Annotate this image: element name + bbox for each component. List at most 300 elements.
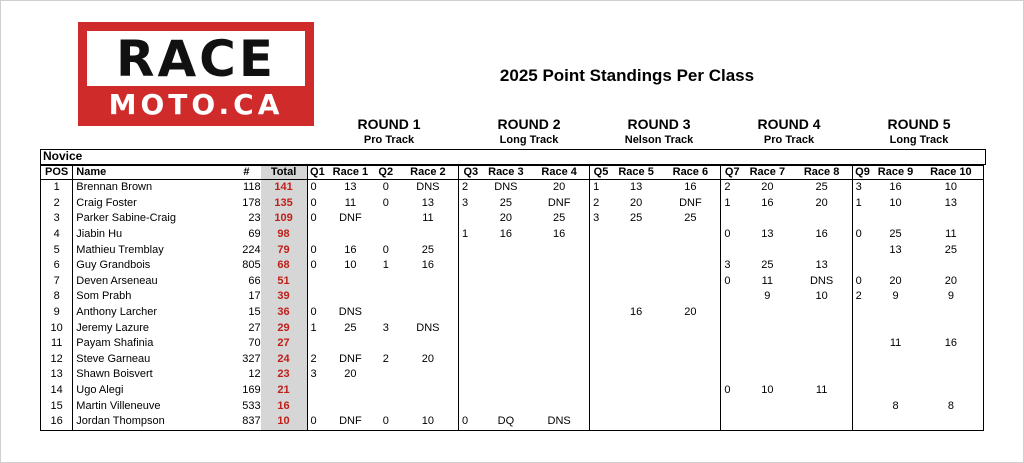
- table-cell: [919, 352, 984, 368]
- table-cell: [721, 289, 743, 305]
- table-cell: 11: [41, 336, 73, 352]
- table-cell: [721, 320, 743, 336]
- table-cell: 0: [382, 196, 389, 209]
- round-name: ROUND 2: [497, 116, 561, 132]
- table-cell: [612, 242, 660, 258]
- table-cell: DNF: [679, 196, 702, 209]
- table-cell: Som Prabh: [73, 289, 233, 305]
- table-cell: 10: [41, 320, 73, 336]
- table-cell: 70: [248, 337, 261, 350]
- table-cell: 11: [761, 274, 774, 287]
- table-cell: [660, 242, 721, 258]
- table-cell: [792, 398, 853, 414]
- table-cell: [660, 367, 721, 383]
- table-cell: 6: [41, 258, 73, 274]
- table-cell: 20: [344, 368, 357, 381]
- round-2-header: [464, 116, 594, 146]
- table-cell: 10: [815, 290, 828, 303]
- table-cell: 16: [344, 243, 357, 256]
- table-cell: [374, 289, 398, 305]
- table-cell: 21: [261, 383, 307, 399]
- round-name: ROUND 1: [357, 116, 421, 132]
- table-cell: 2: [590, 196, 612, 212]
- table-cell: 3: [41, 211, 73, 227]
- table-cell: 9: [764, 290, 771, 303]
- header-cell: Q1: [307, 166, 327, 180]
- table-cell: [792, 211, 853, 227]
- table-cell: [307, 336, 327, 352]
- table-cell: 66: [248, 274, 261, 287]
- table-cell: [612, 289, 660, 305]
- table-cell: [721, 352, 743, 368]
- table-cell: 13: [41, 367, 73, 383]
- table-cell: 118: [243, 181, 261, 194]
- header-cell: Race 2: [398, 166, 459, 180]
- table-cell: [529, 258, 590, 274]
- table-cell: DNF: [339, 212, 362, 225]
- table-cell: 15: [41, 398, 73, 414]
- table-row: [41, 258, 984, 274]
- table-cell: 20: [421, 352, 435, 365]
- table-cell: Steve Garneau: [73, 352, 233, 368]
- table-cell: [743, 336, 791, 352]
- table-cell: 1: [852, 196, 872, 212]
- table-cell: 13: [421, 196, 435, 209]
- table-cell: 9: [892, 290, 899, 303]
- header-cell: Q9: [852, 166, 872, 180]
- table-cell: Craig Foster: [73, 196, 233, 212]
- table-cell: [660, 414, 721, 430]
- table-cell: Deven Arseneau: [73, 274, 233, 290]
- table-cell: 0: [721, 274, 743, 290]
- table-row: [41, 274, 984, 290]
- table-cell: [660, 398, 721, 414]
- table-cell: 9: [919, 289, 984, 305]
- round-name: ROUND 4: [757, 116, 821, 132]
- table-cell: 29: [261, 320, 307, 336]
- table-cell: [327, 398, 373, 414]
- table-cell: [612, 274, 660, 290]
- table-cell: Mathieu Tremblay: [73, 242, 233, 258]
- table-cell: [529, 242, 590, 258]
- table-cell: 0: [458, 414, 482, 430]
- table-cell: DNF: [327, 414, 373, 430]
- table-cell: [852, 258, 872, 274]
- table-cell: [872, 352, 918, 368]
- header-row: [41, 166, 984, 180]
- table-cell: [852, 352, 872, 368]
- table-cell: [660, 227, 721, 243]
- table-cell: 16: [761, 196, 774, 209]
- table-cell: 141: [261, 180, 307, 196]
- header-cell: Race 6: [660, 166, 721, 180]
- table-cell: [852, 305, 872, 321]
- table-cell: 1: [721, 196, 743, 212]
- table-cell: 0: [307, 414, 327, 430]
- table-cell: [919, 414, 984, 430]
- table-cell: [458, 352, 482, 368]
- table-cell: 16: [629, 306, 643, 319]
- table-cell: 11: [422, 212, 434, 225]
- table-cell: [327, 336, 373, 352]
- table-cell: 25: [919, 242, 984, 258]
- table-cell: 2: [852, 289, 872, 305]
- table-cell: [483, 258, 529, 274]
- table-cell: [872, 414, 918, 430]
- table-row: [41, 242, 984, 258]
- table-cell: 0: [721, 383, 743, 399]
- table-cell: [743, 367, 791, 383]
- table-row: [41, 211, 984, 227]
- table-cell: DNS: [494, 181, 518, 194]
- table-cell: [483, 242, 529, 258]
- table-cell: 20: [684, 306, 697, 319]
- table-cell: 12: [248, 368, 261, 381]
- table-cell: [483, 336, 529, 352]
- table-cell: 20: [889, 274, 902, 287]
- table-cell: [307, 289, 327, 305]
- table-cell: [590, 258, 612, 274]
- standings-table: [40, 165, 984, 431]
- table-cell: 0: [307, 211, 327, 227]
- table-cell: [590, 367, 612, 383]
- table-cell: [483, 352, 529, 368]
- table-cell: 15: [248, 306, 261, 319]
- round-5-header: [854, 116, 984, 146]
- table-cell: 11: [344, 196, 357, 209]
- table-cell: [872, 211, 918, 227]
- table-cell: [398, 367, 459, 383]
- table-cell: 13: [889, 243, 902, 256]
- table-cell: 20: [919, 274, 984, 290]
- round-3-header: [594, 116, 724, 146]
- table-cell: 3: [307, 367, 327, 383]
- table-cell: 0: [852, 274, 872, 290]
- table-row: [41, 289, 984, 305]
- header-cell: Race 9: [872, 166, 918, 180]
- table-cell: [743, 320, 791, 336]
- table-cell: [398, 398, 459, 414]
- table-cell: Jeremy Lazure: [73, 320, 233, 336]
- table-cell: 10: [761, 384, 774, 397]
- table-cell: 3: [458, 196, 482, 212]
- table-cell: [612, 336, 660, 352]
- table-cell: DNS: [416, 181, 440, 194]
- table-row: [41, 227, 984, 243]
- table-cell: 2: [458, 180, 482, 196]
- table-cell: 2: [41, 196, 73, 212]
- table-cell: [852, 320, 872, 336]
- table-cell: 0: [374, 414, 398, 430]
- table-cell: [307, 398, 327, 414]
- table-cell: 98: [261, 227, 307, 243]
- table-cell: 8: [41, 289, 73, 305]
- table-cell: [852, 367, 872, 383]
- table-cell: 25: [499, 196, 512, 209]
- table-cell: [660, 274, 721, 290]
- round-track: Long Track: [889, 134, 949, 146]
- table-cell: [590, 336, 612, 352]
- table-cell: [852, 414, 872, 430]
- table-cell: 51: [261, 274, 307, 290]
- table-cell: [327, 383, 373, 399]
- round-track: Nelson Track: [624, 134, 694, 146]
- table-cell: 13: [919, 196, 984, 212]
- table-row: [41, 352, 984, 368]
- table-cell: 2: [382, 352, 389, 365]
- table-cell: [590, 305, 612, 321]
- table-cell: 39: [261, 289, 307, 305]
- table-cell: 7: [41, 274, 73, 290]
- header-cell: Total: [261, 166, 307, 180]
- table-cell: 0: [307, 242, 327, 258]
- table-cell: Jordan Thompson: [73, 414, 233, 430]
- class-name: Novice: [43, 149, 83, 163]
- table-cell: Guy Grandbois: [73, 258, 233, 274]
- table-cell: [743, 414, 791, 430]
- table-cell: 24: [261, 352, 307, 368]
- table-cell: [327, 227, 373, 243]
- table-cell: 10: [919, 180, 984, 196]
- table-cell: 0: [307, 305, 327, 321]
- table-cell: 109: [261, 211, 307, 227]
- table-cell: [529, 398, 590, 414]
- table-cell: 11: [919, 227, 984, 243]
- table-cell: [743, 398, 791, 414]
- logo-bottom-text: MOTO.CA: [108, 88, 284, 121]
- table-cell: 16: [684, 181, 697, 194]
- table-cell: [721, 211, 743, 227]
- table-cell: [398, 289, 459, 305]
- class-header: [40, 149, 986, 165]
- table-cell: [612, 383, 660, 399]
- table-cell: 25: [815, 181, 828, 194]
- table-cell: [458, 289, 482, 305]
- table-cell: 25: [889, 228, 902, 241]
- table-cell: [743, 242, 791, 258]
- table-row: [41, 196, 984, 212]
- table-cell: [792, 242, 853, 258]
- table-row: [41, 414, 984, 430]
- table-cell: DNS: [529, 414, 590, 430]
- table-cell: [919, 367, 984, 383]
- table-cell: [458, 336, 482, 352]
- table-cell: [590, 320, 612, 336]
- table-cell: 8: [919, 398, 984, 414]
- table-cell: [398, 383, 459, 399]
- table-cell: [483, 398, 529, 414]
- table-cell: 533: [242, 399, 261, 412]
- table-cell: [307, 383, 327, 399]
- table-cell: [612, 320, 660, 336]
- table-cell: [590, 274, 612, 290]
- table-cell: [919, 320, 984, 336]
- table-cell: Jiabin Hu: [73, 227, 233, 243]
- table-cell: 14: [41, 383, 73, 399]
- table-cell: [721, 336, 743, 352]
- table-cell: 0: [852, 227, 872, 243]
- table-cell: [792, 336, 853, 352]
- table-cell: [919, 383, 984, 399]
- table-cell: 25: [629, 212, 643, 225]
- table-cell: [458, 211, 482, 227]
- table-cell: 25: [761, 259, 774, 272]
- table-cell: 0: [382, 243, 389, 256]
- table-cell: 224: [242, 243, 261, 256]
- table-cell: 9: [41, 305, 73, 321]
- table-cell: [374, 398, 398, 414]
- standings-body: [41, 180, 984, 431]
- table-cell: Payam Shafinia: [73, 336, 233, 352]
- table-cell: [743, 305, 791, 321]
- table-cell: [612, 367, 660, 383]
- table-cell: [660, 383, 721, 399]
- table-cell: 16: [815, 228, 828, 241]
- table-cell: [483, 383, 529, 399]
- table-cell: [398, 305, 459, 321]
- table-cell: [327, 289, 373, 305]
- table-cell: [529, 320, 590, 336]
- round-track: Pro Track: [763, 134, 815, 146]
- table-row: [41, 305, 984, 321]
- table-cell: 13: [815, 259, 828, 272]
- table-cell: 10: [261, 414, 307, 430]
- table-cell: [590, 352, 612, 368]
- header-cell: Race 7: [743, 166, 791, 180]
- table-cell: [374, 383, 398, 399]
- table-cell: [458, 398, 482, 414]
- table-cell: 68: [261, 258, 307, 274]
- table-cell: [374, 305, 398, 321]
- table-cell: 25: [553, 212, 566, 225]
- table-cell: [612, 398, 660, 414]
- table-cell: [398, 336, 459, 352]
- table-cell: 135: [261, 196, 307, 212]
- header-cell: POS: [41, 166, 73, 180]
- table-cell: 12: [41, 352, 73, 368]
- table-cell: 79: [261, 242, 307, 258]
- table-cell: [743, 211, 791, 227]
- table-cell: 3: [721, 258, 743, 274]
- table-cell: [483, 367, 529, 383]
- table-cell: [483, 274, 529, 290]
- table-cell: 36: [261, 305, 307, 321]
- table-cell: 1: [307, 320, 327, 336]
- table-row: [41, 383, 984, 399]
- table-cell: 25: [684, 212, 697, 225]
- table-cell: [660, 289, 721, 305]
- table-cell: [458, 242, 482, 258]
- round-name: ROUND 3: [627, 116, 691, 132]
- table-cell: [590, 289, 612, 305]
- table-cell: 16: [261, 398, 307, 414]
- table-cell: 16: [421, 259, 435, 272]
- table-cell: [458, 305, 482, 321]
- race-moto-logo: [78, 22, 314, 126]
- table-cell: [483, 289, 529, 305]
- table-cell: 23: [248, 212, 261, 225]
- table-cell: [458, 383, 482, 399]
- table-cell: [660, 320, 721, 336]
- table-cell: [919, 305, 984, 321]
- table-cell: 10: [344, 259, 357, 272]
- table-cell: 20: [761, 181, 774, 194]
- table-cell: 8: [892, 399, 899, 412]
- table-cell: [792, 320, 853, 336]
- round-4-header: [724, 116, 854, 146]
- table-cell: 16: [889, 181, 902, 194]
- table-cell: 3: [590, 211, 612, 227]
- table-cell: 1: [382, 259, 389, 272]
- table-cell: 2: [721, 180, 743, 196]
- table-cell: [612, 414, 660, 430]
- table-cell: 0: [307, 180, 327, 196]
- table-cell: [374, 227, 398, 243]
- table-cell: 16: [41, 414, 73, 430]
- table-cell: Ugo Alegi: [73, 383, 233, 399]
- table-cell: [529, 367, 590, 383]
- table-cell: 1: [590, 180, 612, 196]
- table-cell: 16: [499, 228, 512, 241]
- table-cell: [872, 320, 918, 336]
- table-cell: [529, 289, 590, 305]
- table-cell: [721, 305, 743, 321]
- table-cell: [872, 367, 918, 383]
- table-cell: [374, 274, 398, 290]
- round-track: Long Track: [499, 134, 559, 146]
- table-cell: 0: [307, 196, 327, 212]
- table-cell: 20: [629, 196, 643, 209]
- table-cell: [612, 258, 660, 274]
- table-cell: [590, 398, 612, 414]
- header-cell: Q7: [721, 166, 743, 180]
- table-cell: [721, 398, 743, 414]
- table-cell: 0: [382, 181, 389, 194]
- table-cell: 0: [721, 227, 743, 243]
- table-cell: DNS: [416, 321, 440, 334]
- table-cell: [398, 227, 459, 243]
- table-row: [41, 180, 984, 196]
- table-cell: 5: [41, 242, 73, 258]
- table-cell: DNS: [809, 274, 834, 287]
- table-cell: [590, 414, 612, 430]
- table-cell: 20: [815, 196, 828, 209]
- table-cell: [327, 274, 373, 290]
- header-cell: Race 8: [792, 166, 853, 180]
- table-cell: [307, 274, 327, 290]
- table-cell: 13: [629, 181, 643, 194]
- table-cell: Parker Sabine-Craig: [73, 211, 233, 227]
- table-cell: [721, 242, 743, 258]
- table-cell: Anthony Larcher: [73, 305, 233, 321]
- table-cell: [458, 274, 482, 290]
- table-cell: 20: [553, 181, 566, 194]
- table-cell: 11: [815, 384, 828, 397]
- table-row: [41, 336, 984, 352]
- page-title: 2025 Point Standings Per Class: [499, 66, 755, 85]
- table-cell: 805: [242, 259, 261, 272]
- table-cell: [483, 320, 529, 336]
- table-cell: 178: [242, 196, 261, 209]
- table-cell: 3: [852, 180, 872, 196]
- table-cell: [307, 227, 327, 243]
- table-cell: [612, 227, 660, 243]
- table-row: [41, 367, 984, 383]
- table-cell: [590, 383, 612, 399]
- table-cell: [792, 367, 853, 383]
- table-cell: [374, 336, 398, 352]
- header-cell: Race 10: [919, 166, 984, 180]
